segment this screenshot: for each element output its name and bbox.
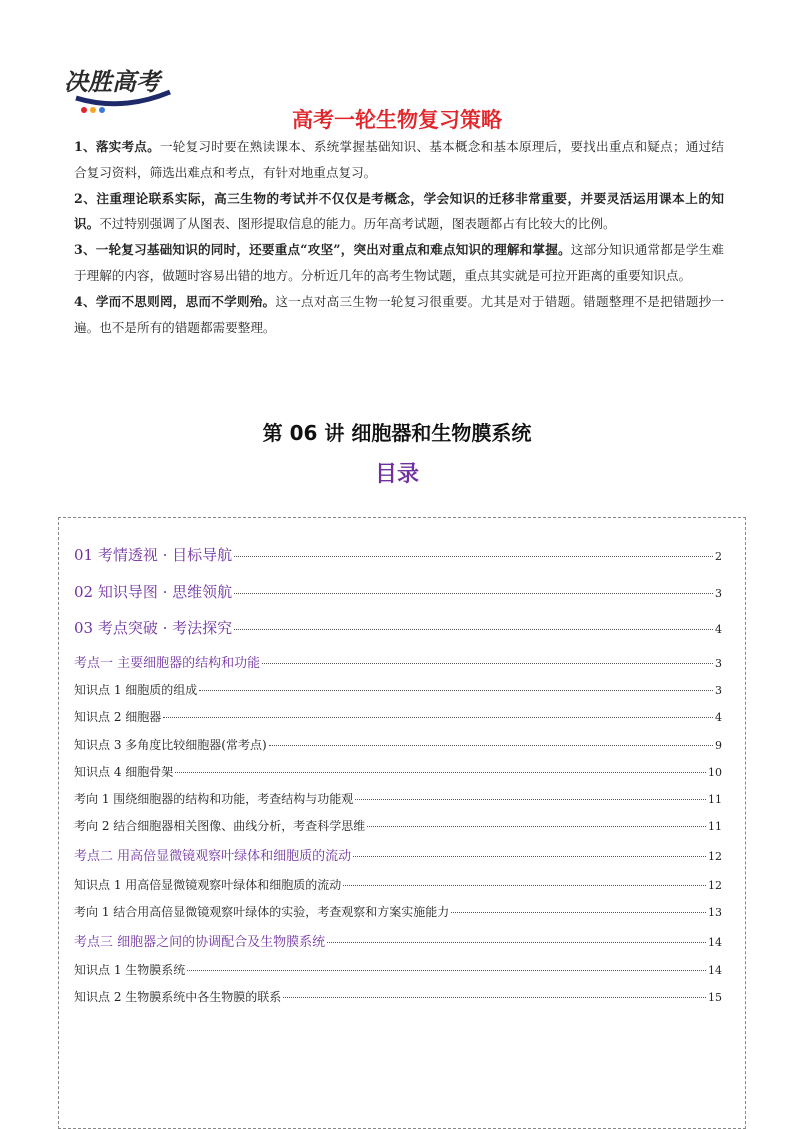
toc-leader — [343, 885, 706, 886]
toc-page-number: 11 — [708, 820, 722, 833]
lecture-title: 第 06 讲 细胞器和生物膜系统 — [262, 421, 532, 445]
toc-leader — [199, 690, 713, 691]
toc-page-number: 4 — [715, 623, 722, 636]
toc-page-number: 14 — [708, 964, 722, 977]
toc-page-number: 9 — [715, 739, 722, 752]
toc-entry[interactable]: 03 考点突破 · 考法探究 4 — [74, 619, 722, 637]
toc-entry[interactable]: 知识点 2 细胞器 4 — [74, 710, 722, 724]
toc-leader — [367, 826, 706, 827]
toc-entry[interactable]: 知识点 4 细胞骨架 10 — [74, 765, 722, 779]
toc-leader — [269, 745, 713, 746]
toc-page-number: 3 — [715, 587, 722, 600]
toc-leader — [327, 942, 706, 943]
toc-entry[interactable]: 01 考情透视 · 目标导航 2 — [74, 546, 722, 564]
toc-leader — [353, 856, 706, 857]
toc-page-number: 14 — [708, 936, 722, 949]
toc-leader — [451, 912, 706, 913]
toc-page-number: 13 — [708, 906, 722, 919]
intro-paragraph: 3、一轮复习基础知识的同时，还要重点“攻坚”，突出对重点和难点知识的理解和掌握。这部分知识通常都是学生难于理解的内容，做题时容易出错的地方。分析近几年的高考生物试题，重点其实就是可拉开距离的重要知识点。 — [74, 242, 724, 283]
main-title: 高考一轮生物复习策略 — [292, 108, 502, 132]
toc-leader — [163, 717, 713, 718]
toc-entry[interactable]: 知识点 1 用高倍显微镜观察叶绿体和细胞质的流动 12 — [74, 878, 722, 892]
toc-entry[interactable]: 考点二 用高倍显微镜观察叶绿体和细胞质的流动 12 — [74, 849, 722, 864]
toc-entry[interactable]: 02 知识导图 · 思维领航 3 — [74, 583, 722, 601]
toc-page-number: 15 — [708, 991, 722, 1004]
toc-entry[interactable]: 知识点 2 生物膜系统中各生物膜的联系 15 — [74, 990, 722, 1004]
toc-entry[interactable]: 知识点 1 生物膜系统 14 — [74, 963, 722, 977]
toc-entry[interactable]: 考向 1 围绕细胞器的结构和功能，考查结构与功能观 11 — [74, 792, 722, 806]
toc-page-number: 12 — [708, 879, 722, 892]
toc-leader — [187, 970, 706, 971]
toc-entry[interactable]: 知识点 3 多角度比较细胞器(常考点) 9 — [74, 738, 722, 752]
toc-leader — [355, 799, 706, 800]
toc-leader — [283, 997, 706, 998]
toc-page-number: 12 — [708, 850, 722, 863]
toc-entry[interactable]: 知识点 1 细胞质的组成 3 — [74, 683, 722, 697]
intro-section — [74, 134, 724, 340]
toc-leader — [175, 772, 706, 773]
toc-entry[interactable]: 考点一 主要细胞器的结构和功能 3 — [74, 656, 722, 671]
toc-page-number: 3 — [715, 684, 722, 697]
toc-page-number: 2 — [715, 550, 722, 563]
toc-title: 目录 — [374, 462, 419, 487]
toc-page-number: 11 — [708, 793, 722, 806]
toc-page-number: 4 — [715, 711, 722, 724]
toc-leader — [234, 629, 713, 630]
logo-text: 决胜高考 — [64, 67, 160, 96]
toc-page-number: 3 — [715, 657, 722, 670]
intro-paragraph: 2、注重理论联系实际，高三生物的考试并不仅仅是考概念，学会知识的迁移非常重要，并要灵活运用课本上的知识。不过特别强调了从图表、图形提取信息的能力。历年高考试题，图表题都占有比较大的比例。 — [74, 190, 724, 232]
toc-leader — [262, 663, 713, 664]
toc-leader — [234, 593, 713, 594]
toc-entry[interactable]: 考点三 细胞器之间的协调配合及生物膜系统 14 — [74, 935, 722, 950]
toc-page-number: 10 — [708, 766, 722, 779]
toc-entry[interactable]: 考向 2 结合细胞器相关图像、曲线分析，考查科学思维 11 — [74, 819, 722, 833]
intro-paragraph: 1、落实考点。一轮复习时要在熟读课本、系统掌握基础知识、基本概念和基本原理后，要找出重点和疑点；通过结合复习资料，筛选出难点和考点，有针对地重点复习。 — [74, 139, 725, 180]
toc-leader — [234, 556, 713, 557]
toc-entry[interactable]: 考向 1 结合用高倍显微镜观察叶绿体的实验，考查观察和方案实施能力 13 — [74, 905, 722, 919]
intro-paragraph: 4、学而不思则罔，思而不学则殆。这一点对高三生物一轮复习很重要。尤其是对于错题。错题整理不是把错题抄一遍。也不是所有的错题都需要整理。 — [74, 293, 725, 335]
